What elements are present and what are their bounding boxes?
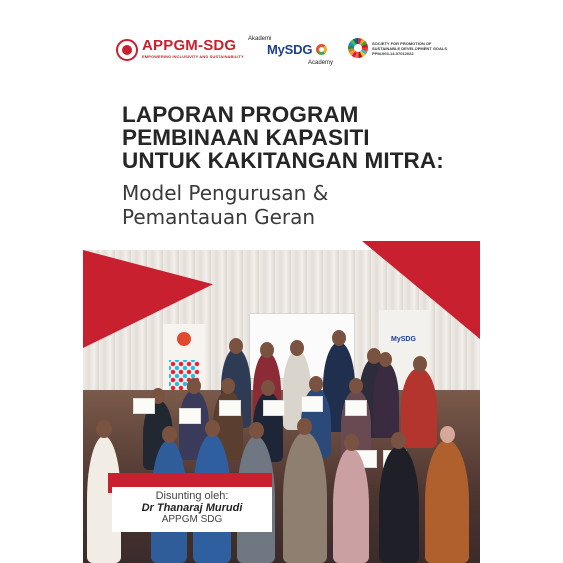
photo-person-head (413, 356, 427, 372)
photo-certificate (133, 398, 155, 414)
title-line-1: LAPORAN PROGRAM (122, 102, 359, 127)
photo-certificate (345, 400, 367, 416)
mysdg-top-word: Akademi (248, 36, 272, 42)
subtitle-line-1: Model Pengurusan & (122, 181, 329, 205)
editor-name: Dr Thanaraj Murudi (141, 502, 243, 514)
appgm-emblem-icon (116, 39, 138, 61)
photo-person-head (440, 426, 455, 443)
sdg-society-line3: PPM-003-14-07012022 (372, 50, 414, 56)
sdg-society-line2: SUSTAINABLE DEVELOPMENT GOALS (372, 45, 448, 51)
report-subtitle (122, 181, 328, 229)
photo-person-head (349, 378, 363, 394)
title-line-3: UNTUK KAKITANGAN MITRA: (122, 148, 444, 173)
photo-person-head (96, 420, 112, 438)
photo-person-head (229, 338, 243, 354)
photo-person-head (260, 342, 274, 358)
photo-certificate (179, 408, 201, 424)
photo-certificate (219, 400, 241, 416)
photo-certificate (301, 396, 323, 412)
title-line-2: PEMBINAAN KAPASITI (122, 125, 370, 150)
photo-person-head (297, 418, 312, 435)
sdg-society-line1: SOCIETY FOR PROMOTION OF (372, 40, 432, 46)
editor-box (112, 487, 272, 532)
mysdg-bottom-word: Academy (308, 60, 334, 66)
photo-person (425, 440, 469, 563)
photo-person-head (309, 376, 323, 392)
photo-person (373, 362, 399, 438)
photo-person-head (290, 340, 304, 356)
photo-person-head (249, 422, 264, 439)
appgm-sdg-logo (116, 38, 244, 61)
photo-person-head (187, 378, 201, 394)
report-title (122, 103, 444, 172)
appgm-logo-name: APPGM-SDG (142, 37, 237, 54)
sdg-society-logo (348, 38, 447, 58)
photo-person (379, 446, 419, 563)
editor-organization: APPGM SDG (161, 514, 223, 525)
photo-banner-text: MySDG (391, 336, 416, 343)
mysdg-academy-logo (246, 36, 336, 70)
photo-person-head (391, 432, 406, 449)
sdg-wheel-icon (348, 38, 368, 58)
photo-person-head (379, 352, 392, 367)
mysdg-name: MySDG (267, 42, 313, 57)
photo-person (283, 432, 327, 563)
photo-person (401, 368, 437, 448)
photo-certificate (263, 400, 285, 416)
photo-person-head (344, 434, 359, 451)
mysdg-ring-icon (316, 44, 327, 55)
photo-person-head (261, 380, 275, 396)
photo-person (333, 448, 369, 563)
editor-label: Disunting oleh: (155, 490, 229, 502)
photo-person-head (162, 426, 177, 443)
subtitle-line-2: Pemantauan Geran (122, 205, 316, 229)
appgm-logo-tagline: EMPOWERING INCLUSIVITY AND SUSTAINABILITY (142, 54, 244, 59)
photo-person-head (205, 420, 220, 437)
photo-person-head (221, 378, 235, 394)
photo-person-head (332, 330, 346, 346)
